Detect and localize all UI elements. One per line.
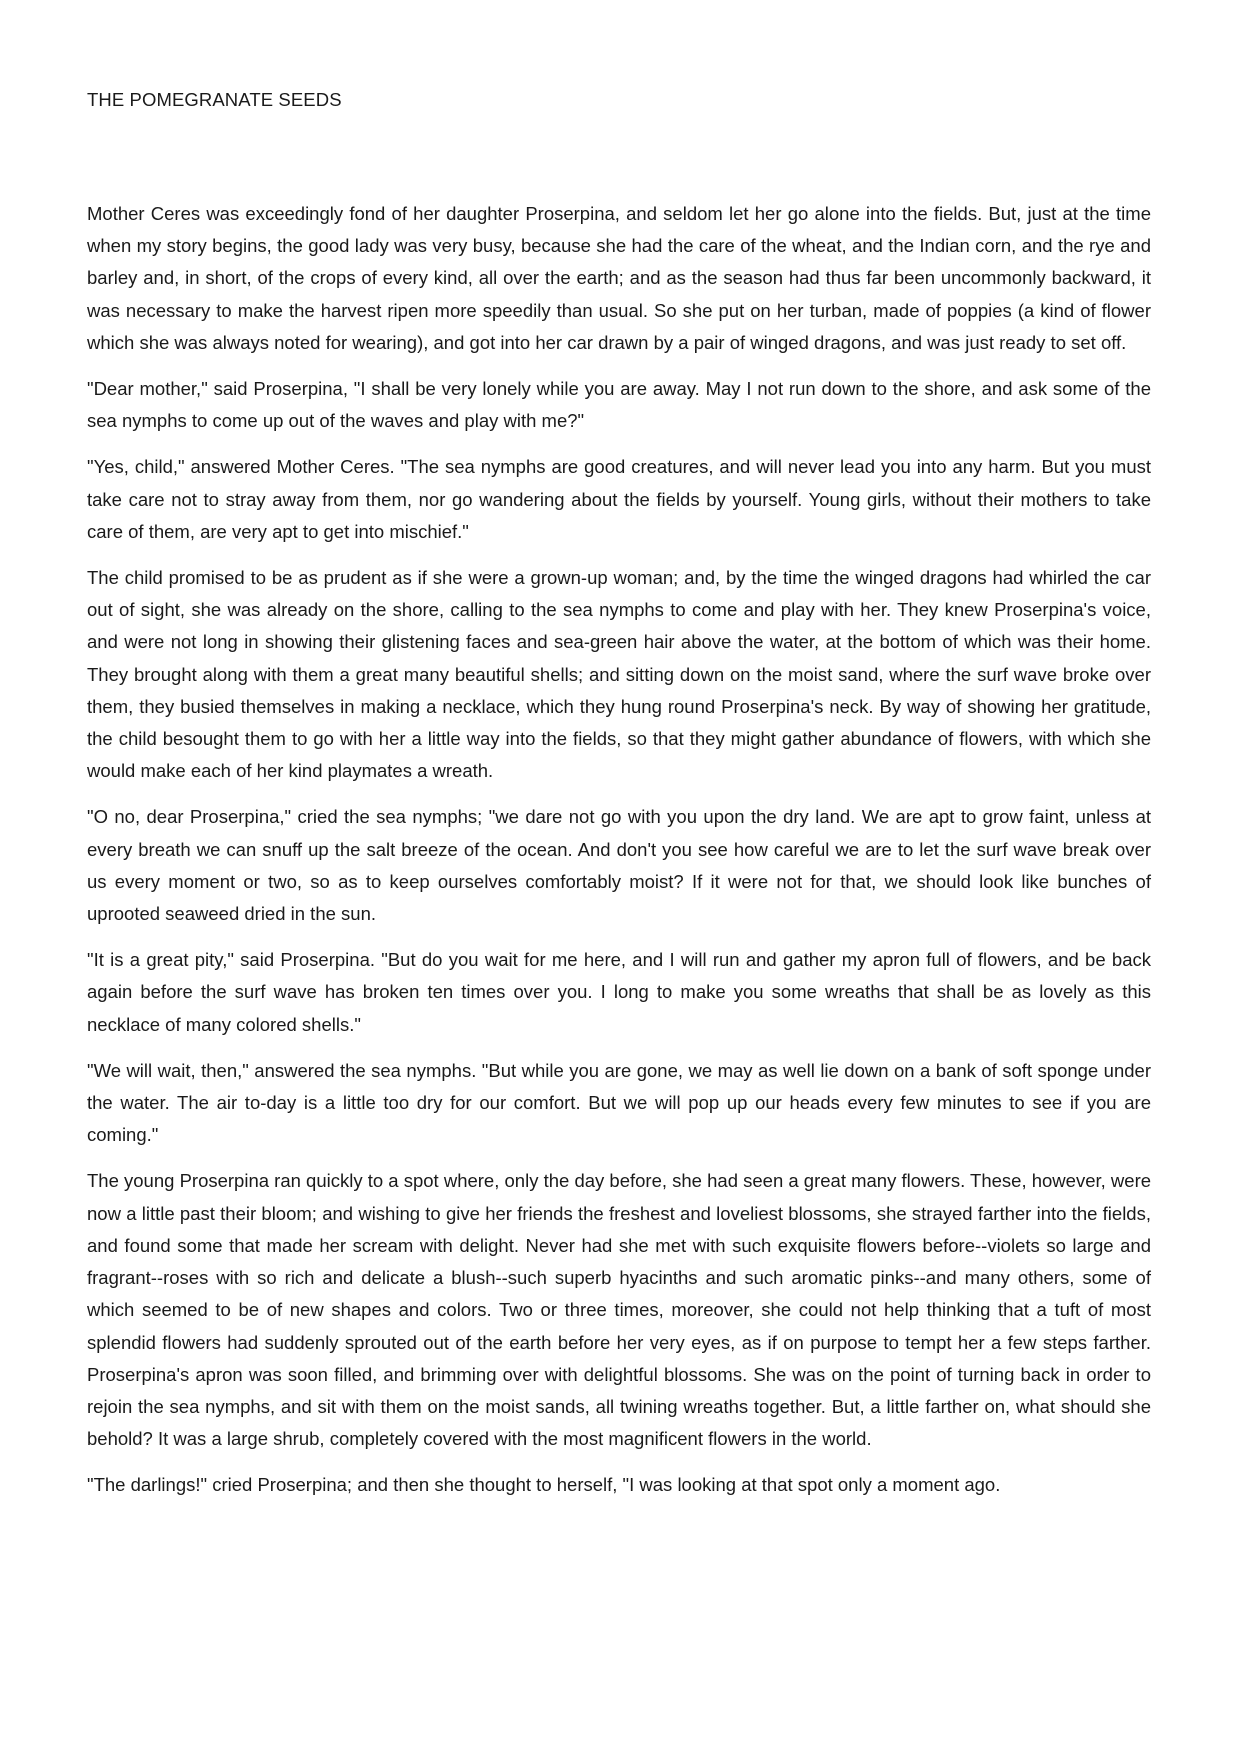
paragraph-3: "Yes, child," answered Mother Ceres. "The sea nymphs are good creatures, and will never lead you into any harm. But you must take care not to stray away from them, nor go wandering about the fields by yourself. Young girls, without their mothers to take care of them, are very apt to get into mischief." [87,456,1151,542]
paragraph-9: "The darlings!" cried Proserpina; and then she thought to herself, "I was looking at that spot only a moment ago. [87,1474,1001,1496]
paragraph-5: "O no, dear Proserpina," cried the sea nymphs; "we dare not go with you upon the dry land. We are apt to grow faint, unless at every breath we can snuff up the salt breeze of the ocean. And don't you see how careful we are to let the surf wave break over us every moment or two, so as to keep ourselves comfortably moist? If it were not for that, we should look like bunches of uprooted seaweed dried in the sun. [87,806,1151,925]
paragraph-7: "We will wait, then," answered the sea nymphs. "But while you are gone, we may as well lie down on a bank of soft sponge under the water. The air to-day is a little too dry for our comfort. But we will pop up our heads every few minutes to see if you are coming." [87,1059,1151,1146]
document-page [87,86,1151,1516]
document-title: THE POMEGRANATE SEEDS [87,89,342,110]
paragraph-2: "Dear mother," said Proserpina, "I shall be very lonely while you are away. May I not run down to the shore, and ask some of the sea nymphs to come up out of the waves and play with me?" [87,378,1151,432]
paragraph-8: The young Proserpina ran quickly to a spot where, only the day before, she had seen a great many flowers. These, however, were now a little past their bloom; and wishing to give her friends the freshest and loveliest blossoms, she strayed farther into the fields, and found some that made her scream with delight. Never had she met with such exquisite flowers before--violets so large and fragrant--roses with so rich and delicate a blush--such superb hyacinths and such aromatic pinks--and many others, some of which seemed to be of new shapes and colors. Two or three times, moreover, she could not help thinking that a tuft of most splendid flowers had suddenly sprouted out of the earth before her very eyes, as if on purpose to tempt her a few steps farther. Proserpina's apron was soon filled, and brimming over with delightful blossoms. She was on the point of turning back in order to rejoin the sea nymphs, and sit with them on the moist sands, all twining wreaths together. But, a little farther on, what should she behold? It was a large shrub, completely covered with the most magnificent flowers in the world. [87,1170,1152,1450]
paragraph-6: "It is a great pity," said Proserpina. "But do you wait for me here, and I will run and gather my apron full of flowers, and be back again before the surf wave has broken ten times over you. I long to make you some wreaths that shall be as lovely as this necklace of many colored shells." [87,949,1151,1035]
paragraph-1: Mother Ceres was exceedingly fond of her daughter Proserpina, and seldom let her go alone into the fields. But, just at the time when my story begins, the good lady was very busy, because she had the care of the wheat, and the Indian corn, and the rye and barley and, in short, of the crops of every kind, all over the earth; and as the season had thus far been uncommonly backward, it was necessary to make the harvest ripen more speedily than usual. So she put on her turban, made of poppies (a kind of flower which she was always noted for wearing), and got into her car drawn by a pair of winged dragons, and was just ready to set off. [87,203,1151,353]
paragraph-4: The child promised to be as prudent as if she were a grown-up woman; and, by the time the winged dragons had whirled the car out of sight, she was already on the shore, calling to the sea nymphs to come and play with her. They knew Proserpina's voice, and were not long in showing their glistening faces and sea-green hair above the water, at the bottom of which was their home. They brought along with them a great many beautiful shells; and sitting down on the moist sand, where the surf wave broke over them, they busied themselves in making a necklace, which they hung round Proserpina's neck. By way of showing her gratitude, the child besought them to go with her a little way into the fields, so that they might gather abundance of flowers, with which she would make each of her kind playmates a wreath. [87,567,1151,782]
